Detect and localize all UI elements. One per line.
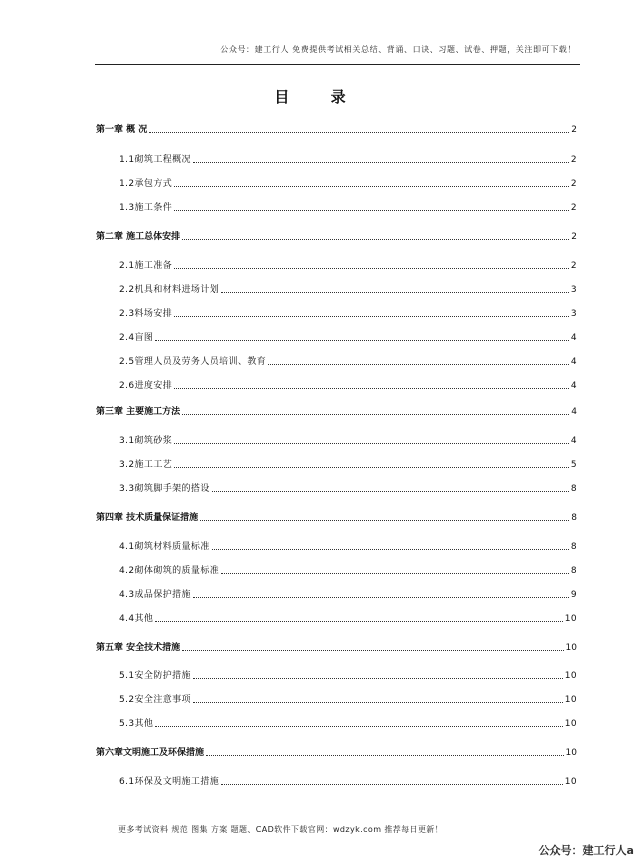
toc-leader-dots	[221, 784, 563, 785]
toc-leader-dots	[212, 549, 569, 550]
toc-section-entry[interactable]	[119, 200, 577, 214]
toc-entry-title: 2.2机具和材料进场计划	[119, 285, 220, 295]
toc-entry-title: 3.1砌筑砂浆	[119, 436, 173, 446]
toc-leader-dots	[206, 755, 564, 756]
toc-entry-title: 第三章 主要施工方法	[96, 407, 181, 417]
toc-entry-title: 2.1施工准备	[119, 261, 173, 271]
toc-entry-title: 5.1安全防护措施	[119, 671, 191, 681]
toc-entry-title: 1.2承包方式	[119, 179, 173, 189]
toc-section-entry[interactable]	[119, 378, 577, 392]
toc-entry-title: 4.1砌筑材料质量标准	[119, 542, 210, 552]
toc-entry-title: 1.3施工条件	[119, 203, 173, 213]
toc-leader-dots	[174, 388, 569, 389]
toc-leader-dots	[221, 292, 569, 293]
header-note: 公众号：建工行人 免费提供考试相关总结、背诵、口诀、习题、试卷、押题，关注即可下载！	[220, 45, 576, 54]
toc-page-number: 5	[570, 460, 577, 470]
toc-page-number: 3	[570, 285, 577, 295]
toc-page-number: 8	[570, 484, 577, 494]
toc-page-number: 10	[564, 671, 577, 681]
toc-chapter-entry[interactable]	[96, 745, 577, 759]
toc-leader-dots	[174, 268, 569, 269]
toc-page-number: 10	[565, 643, 577, 653]
toc-page-number: 4	[570, 333, 577, 343]
toc-entry-title: 第一章 概 况	[96, 125, 148, 135]
toc-page-number: 2	[570, 261, 577, 271]
toc-leader-dots	[149, 132, 569, 133]
toc-page-number: 2	[570, 179, 577, 189]
footer-note: 更多考试资料 规范 图集 方案 题题、CAD软件下载官网：wdzyk.com 推荐每日更新！	[118, 825, 444, 834]
toc-entry-title: 4.3成品保护措施	[119, 590, 191, 600]
toc-leader-dots	[174, 210, 569, 211]
toc-leader-dots	[268, 364, 569, 365]
toc-chapter-entry[interactable]	[96, 229, 577, 243]
toc-leader-dots	[155, 621, 562, 622]
toc-entry-title: 4.4其他	[119, 614, 154, 624]
toc-page-number: 10	[564, 777, 577, 787]
toc-leader-dots	[193, 678, 563, 679]
toc-page-number: 4	[570, 357, 577, 367]
toc-page-number: 4	[571, 407, 577, 417]
toc-page-number: 10	[565, 748, 577, 758]
toc-page-number: 9	[570, 590, 577, 600]
toc-entry-title: 1.1砌筑工程概况	[119, 155, 191, 165]
header-divider	[95, 64, 580, 65]
toc-section-entry[interactable]	[119, 539, 577, 553]
toc-entry-title: 第五章 安全技术措施	[96, 643, 181, 653]
toc-leader-dots	[182, 650, 563, 651]
toc-chapter-entry[interactable]	[96, 640, 577, 654]
toc-section-entry[interactable]	[119, 433, 577, 447]
toc-entry-title: 5.2安全注意事项	[119, 695, 191, 705]
toc-page-number: 2	[571, 232, 577, 242]
toc-leader-dots	[174, 443, 569, 444]
toc-section-entry[interactable]	[119, 563, 577, 577]
toc-page-number: 8	[570, 566, 577, 576]
toc-leader-dots	[212, 491, 569, 492]
toc-section-entry[interactable]	[119, 282, 577, 296]
toc-page-number: 4	[570, 381, 577, 391]
toc-section-entry[interactable]	[119, 258, 577, 272]
toc-page-number: 10	[564, 614, 577, 624]
toc-leader-dots	[182, 414, 569, 415]
toc-leader-dots	[174, 467, 569, 468]
toc-section-entry[interactable]	[119, 481, 577, 495]
toc-entry-title: 3.3砌筑脚手架的搭设	[119, 484, 210, 494]
toc-leader-dots	[174, 186, 569, 187]
page-title: 目 录	[274, 88, 364, 106]
toc-section-entry[interactable]	[119, 774, 577, 788]
toc-entry-title: 5.3其他	[119, 719, 154, 729]
toc-section-entry[interactable]	[119, 457, 577, 471]
toc-section-entry[interactable]	[119, 330, 577, 344]
toc-section-entry[interactable]	[119, 152, 577, 166]
toc-leader-dots	[193, 597, 569, 598]
toc-entry-title: 2.5管理人员及劳务人员培训、教育	[119, 357, 267, 367]
toc-leader-dots	[193, 702, 563, 703]
toc-leader-dots	[174, 316, 569, 317]
toc-section-entry[interactable]	[119, 716, 577, 730]
toc-page-number: 2	[570, 203, 577, 213]
toc-section-entry[interactable]	[119, 611, 577, 625]
toc-section-entry[interactable]	[119, 306, 577, 320]
toc-page-number: 10	[564, 695, 577, 705]
toc-page-number: 10	[564, 719, 577, 729]
toc-entry-title: 2.6进度安排	[119, 381, 173, 391]
toc-entry-title: 2.3料场安排	[119, 309, 173, 319]
toc-section-entry[interactable]	[119, 354, 577, 368]
toc-entry-title: 3.2施工工艺	[119, 460, 173, 470]
toc-entry-title: 4.2砌体砌筑的质量标准	[119, 566, 220, 576]
toc-chapter-entry[interactable]	[96, 510, 577, 524]
toc-section-entry[interactable]	[119, 176, 577, 190]
toc-page-number: 8	[570, 542, 577, 552]
toc-entry-title: 6.1环保及文明施工措施	[119, 777, 220, 787]
toc-entry-title: 2.4盲图	[119, 333, 154, 343]
toc-page-number: 2	[570, 155, 577, 165]
watermark: 公众号：建工行人a	[538, 844, 634, 857]
toc-page-number: 8	[571, 513, 577, 523]
toc-section-entry[interactable]	[119, 587, 577, 601]
toc-section-entry[interactable]	[119, 692, 577, 706]
toc-page-number: 4	[570, 436, 577, 446]
toc-entry-title: 第二章 施工总体安排	[96, 232, 181, 242]
toc-leader-dots	[155, 726, 562, 727]
toc-leader-dots	[200, 520, 569, 521]
toc-entry-title: 第四章 技术质量保证措施	[96, 513, 199, 523]
toc-section-entry[interactable]	[119, 668, 577, 682]
toc-entry-title: 第六章文明施工及环保措施	[96, 748, 205, 758]
toc-leader-dots	[221, 573, 569, 574]
toc-leader-dots	[182, 239, 569, 240]
toc-page-number: 2	[571, 125, 577, 135]
toc-chapter-entry[interactable]	[96, 122, 577, 136]
toc-page-number: 3	[570, 309, 577, 319]
toc-leader-dots	[193, 162, 569, 163]
toc-leader-dots	[155, 340, 569, 341]
toc-chapter-entry[interactable]	[96, 404, 577, 418]
